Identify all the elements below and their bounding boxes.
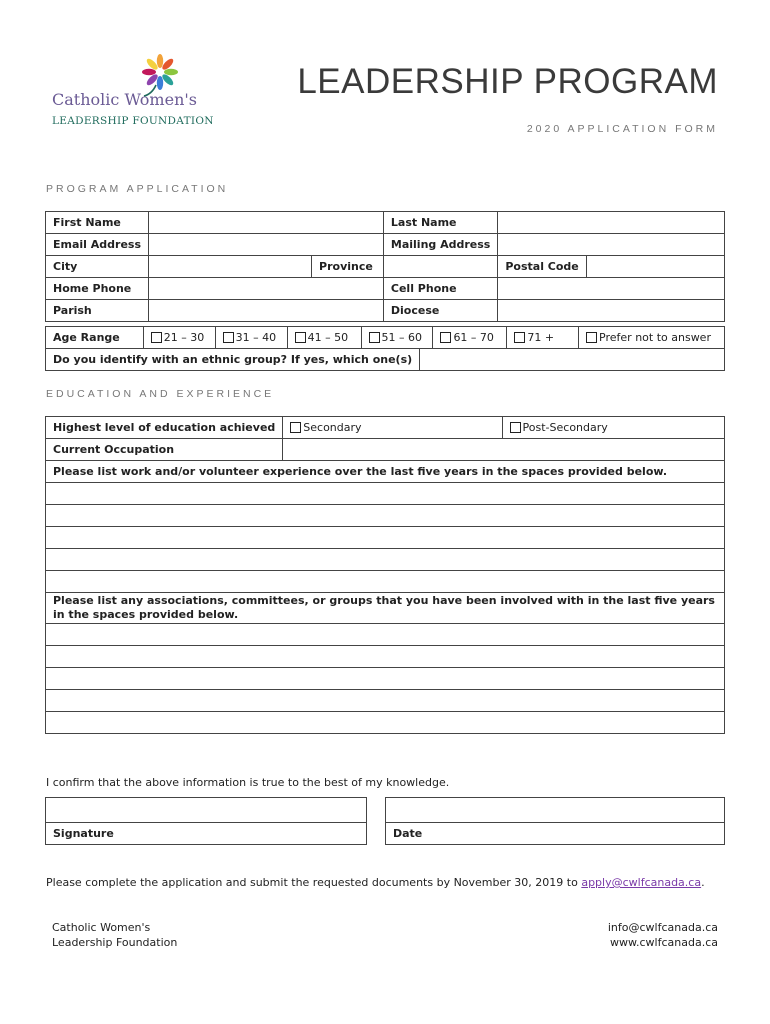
work-experience-prompt: Please list work and/or volunteer experience over the last five years in the spaces provided below. [46, 461, 725, 483]
education-option-post-secondary[interactable]: Post-Secondary [502, 417, 724, 439]
apply-email-link[interactable]: apply@cwlfcanada.ca [581, 876, 702, 889]
postal-code-field[interactable] [586, 256, 724, 278]
instruction-end: . [701, 876, 705, 889]
age-range-label: Age Range [46, 327, 144, 349]
table-row [46, 483, 725, 505]
work-experience-line[interactable] [46, 571, 725, 593]
first-name-label: First Name [46, 212, 149, 234]
checkbox[interactable] [510, 422, 521, 433]
table-row [46, 417, 725, 439]
checkbox[interactable] [223, 332, 234, 343]
page-subtitle: 2020 APPLICATION FORM [526, 123, 718, 135]
occupation-field[interactable] [283, 439, 725, 461]
table-row [46, 712, 725, 734]
footer-organization [52, 920, 177, 950]
age-option-31-40[interactable]: 31 – 40 [215, 327, 287, 349]
last-name-label: Last Name [383, 212, 497, 234]
instruction-text: Please complete the application and submit the requested documents by November 30, 2019 to [46, 876, 582, 889]
table-row [46, 212, 725, 234]
home-phone-label: Home Phone [46, 278, 149, 300]
work-experience-line[interactable] [46, 505, 725, 527]
checkbox[interactable] [586, 332, 597, 343]
table-row [46, 505, 725, 527]
checkbox[interactable] [290, 422, 301, 433]
section-heading-education: EDUCATION AND EXPERIENCE [46, 388, 275, 400]
province-label: Province [312, 256, 384, 278]
table-row [46, 461, 725, 483]
footer-website: www.cwlfcanada.ca [610, 936, 718, 949]
education-table [45, 416, 725, 734]
mailing-address-field[interactable] [498, 234, 725, 256]
age-option-51-60[interactable]: 51 – 60 [361, 327, 433, 349]
logo-text-catholic: Catholic [52, 90, 120, 109]
parish-field[interactable] [149, 300, 384, 322]
ethnic-group-label: Do you identify with an ethnic group? If yes, which one(s) [46, 349, 420, 371]
age-option-41-50[interactable]: 41 – 50 [287, 327, 361, 349]
table-row [46, 278, 725, 300]
table-row [46, 349, 725, 371]
work-experience-line[interactable] [46, 527, 725, 549]
cell-phone-label: Cell Phone [383, 278, 497, 300]
associations-line[interactable] [46, 668, 725, 690]
signature-box[interactable] [45, 797, 367, 845]
cell-phone-field[interactable] [498, 278, 725, 300]
table-row [46, 527, 725, 549]
ethnic-group-table [45, 348, 725, 371]
footer-email: info@cwlfcanada.ca [607, 921, 718, 934]
footer-contact [608, 920, 718, 950]
age-range-table [45, 326, 725, 349]
submission-instruction [46, 876, 705, 889]
occupation-label: Current Occupation [46, 439, 283, 461]
diocese-label: Diocese [383, 300, 497, 322]
footer-org-line2: Leadership Foundation [52, 936, 178, 949]
section-heading-program: PROGRAM APPLICATION [46, 183, 229, 195]
table-row [46, 624, 725, 646]
logo-text [52, 90, 197, 109]
date-label: Date [393, 827, 423, 840]
first-name-field[interactable] [149, 212, 384, 234]
diocese-field[interactable] [498, 300, 725, 322]
checkbox[interactable] [514, 332, 525, 343]
associations-line[interactable] [46, 690, 725, 712]
program-application-table [45, 211, 725, 322]
associations-line[interactable] [46, 712, 725, 734]
last-name-field[interactable] [498, 212, 725, 234]
associations-line[interactable] [46, 624, 725, 646]
table-row [46, 549, 725, 571]
checkbox[interactable] [440, 332, 451, 343]
education-option-secondary[interactable]: Secondary [283, 417, 502, 439]
parish-label: Parish [46, 300, 149, 322]
work-experience-line[interactable] [46, 549, 725, 571]
table-row [46, 646, 725, 668]
postal-code-label: Postal Code [498, 256, 586, 278]
age-option-61-70[interactable]: 61 – 70 [433, 327, 507, 349]
checkbox[interactable] [151, 332, 162, 343]
associations-prompt: Please list any associations, committees, or groups that you have been involved with in the last five years in the spaces provided below. [46, 593, 725, 624]
confirmation-text: I confirm that the above information is true to the best of my knowledge. [46, 776, 450, 789]
table-row [46, 327, 725, 349]
table-row [46, 571, 725, 593]
table-row [46, 593, 725, 624]
table-row [46, 439, 725, 461]
associations-line[interactable] [46, 646, 725, 668]
province-field[interactable] [383, 256, 497, 278]
home-phone-field[interactable] [149, 278, 384, 300]
checkbox[interactable] [369, 332, 380, 343]
logo-text-womens: Women's [124, 90, 197, 109]
table-row [46, 690, 725, 712]
age-option-prefer-not[interactable]: Prefer not to answer [579, 327, 725, 349]
divider [46, 822, 366, 823]
ethnic-group-field[interactable] [420, 349, 725, 371]
city-field[interactable] [149, 256, 312, 278]
age-option-21-30[interactable]: 21 – 30 [143, 327, 215, 349]
logo [50, 52, 240, 134]
table-row [46, 234, 725, 256]
education-level-label: Highest level of education achieved [46, 417, 283, 439]
work-experience-line[interactable] [46, 483, 725, 505]
divider [386, 822, 724, 823]
email-field[interactable] [149, 234, 384, 256]
table-row [46, 256, 725, 278]
page-title: LEADERSHIP PROGRAM [297, 62, 718, 101]
table-row [46, 300, 725, 322]
table-row [46, 668, 725, 690]
signature-label: Signature [53, 827, 114, 840]
city-label: City [46, 256, 149, 278]
age-option-71-plus[interactable]: 71 + [507, 327, 579, 349]
email-label: Email Address [46, 234, 149, 256]
checkbox[interactable] [295, 332, 306, 343]
mailing-address-label: Mailing Address [383, 234, 497, 256]
logo-subtext: LEADERSHIP FOUNDATION [52, 115, 214, 127]
date-box[interactable] [385, 797, 725, 845]
footer-org-line1: Catholic Women's [52, 921, 151, 934]
